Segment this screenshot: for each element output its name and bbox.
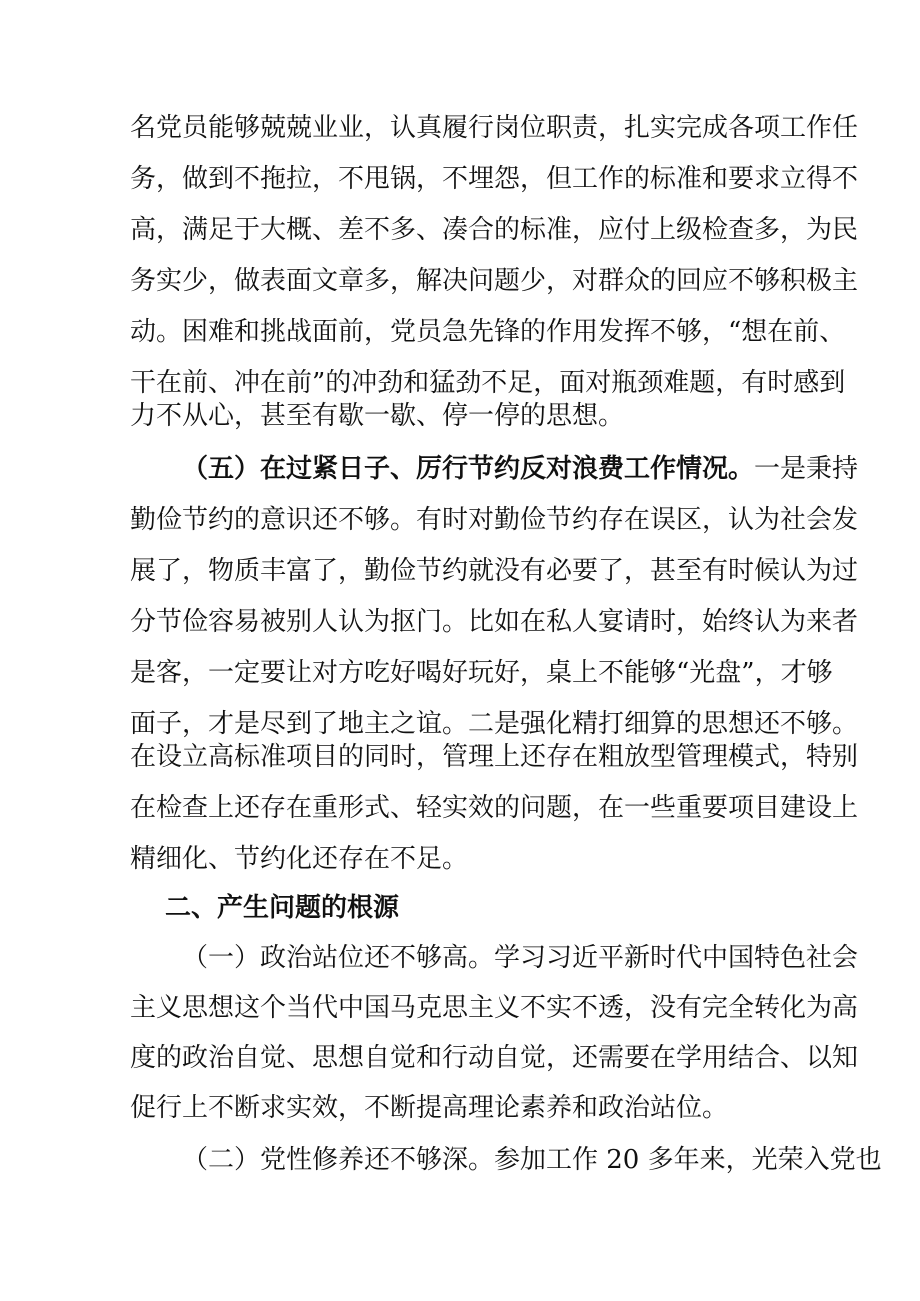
paragraph-3-first-line: （一）政治站位还不够高。学习习近平新时代中国特色社会	[182, 943, 859, 973]
paragraph-4-first-line: （二）党性修养还不够深。参加工作 20 多年来，光荣入党也	[182, 1145, 882, 1175]
paragraph-2-first-line-rest: 一是秉持	[754, 454, 859, 484]
paragraph-3-line-2: 主义思想这个当代中国马克思主义不实不透，没有完全转化为高	[130, 993, 859, 1023]
paragraph-2-first-line	[182, 449, 859, 489]
paragraph-2-line-2: 勤俭节约的意识还不够。有时对勤俭节约存在误区，认为社会发	[130, 505, 859, 535]
paragraph-2-line-4: 分节俭容易被别人认为抠门。比如在私人宴请时，始终认为来者	[130, 607, 859, 637]
paragraph-2-line-5: 是客，一定要让对方吃好喝好玩好，桌上不能够“光盘”，才够	[130, 658, 833, 688]
paragraph-2-line-6: 面子，才是尽到了地主之谊。二是强化精打细算的思想还不够。	[130, 709, 859, 739]
paragraph-3-line-4: 促行上不断求实效，不断提高理论素养和政治站位。	[130, 1093, 729, 1123]
paragraph-1-line-7: 力不从心，甚至有歇一歇、停一停的思想。	[130, 401, 625, 431]
paragraph-1-line-6: 干在前、冲在前”的冲劲和猛劲不足，面对瓶颈难题，有时感到	[130, 368, 846, 398]
section-heading: 二、产生问题的根源	[165, 893, 400, 923]
paragraph-3-line-3: 度的政治自觉、思想自觉和行动自觉，还需要在学用结合、以知	[130, 1043, 859, 1073]
paragraph-2-line-8: 在检查上还存在重形式、轻实效的问题，在一些重要项目建设上	[130, 793, 859, 823]
paragraph-2-line-3: 展了，物质丰富了，勤俭节约就没有必要了，甚至有时候认为过	[130, 556, 859, 586]
paragraph-1-line-2: 务，做到不拖拉，不甩锅，不埋怨，但工作的标准和要求立得不	[130, 164, 859, 194]
paragraph-1-line-5: 动。困难和挑战面前，党员急先锋的作用发挥不够，“想在前、	[130, 317, 846, 347]
paragraph-2-line-9: 精细化、节约化还存在不足。	[130, 844, 469, 874]
paragraph-2-heading: （五）在过紧日子、厉行节约反对浪费工作情况。	[182, 454, 755, 484]
paragraph-1-line-3: 高，满足于大概、差不多、凑合的标准，应付上级检查多，为民	[130, 215, 859, 245]
paragraph-1-line-1: 名党员能够兢兢业业，认真履行岗位职责，扎实完成各项工作任	[130, 113, 859, 143]
paragraph-2-line-7: 在设立高标准项目的同时，管理上还存在粗放型管理模式，特别	[130, 742, 859, 772]
paragraph-1-line-4: 务实少，做表面文章多，解决问题少，对群众的回应不够积极主	[130, 266, 859, 296]
